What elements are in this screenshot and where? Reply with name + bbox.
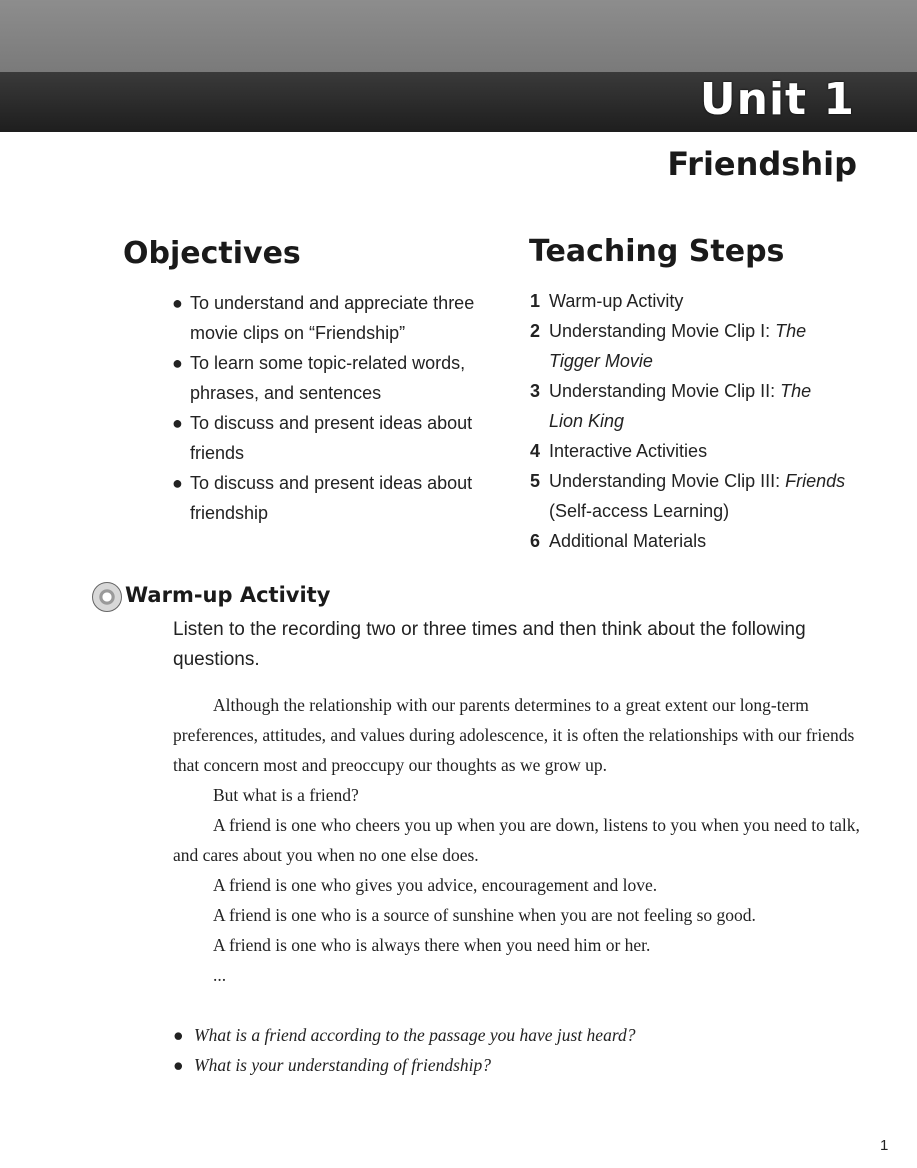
bullet-icon: ● bbox=[172, 413, 183, 433]
step-number: 1 bbox=[530, 291, 541, 311]
objective-text: To learn some topic-related words, phrases, and sentences bbox=[190, 353, 466, 403]
objective-item bbox=[172, 408, 512, 468]
question-item bbox=[173, 1050, 853, 1080]
step-item bbox=[530, 376, 850, 436]
teaching-steps-heading: Teaching Steps bbox=[529, 234, 785, 269]
listening-passage bbox=[173, 690, 868, 990]
objective-text: To understand and appreciate three movie clips on “Friendship” bbox=[190, 293, 475, 343]
teaching-steps-list bbox=[530, 286, 850, 556]
step-text: Warm-up Activity bbox=[549, 291, 684, 311]
question-text: What is a friend according to the passage you have just heard? bbox=[194, 1025, 636, 1045]
step-number: 2 bbox=[530, 321, 541, 341]
discussion-questions bbox=[173, 1020, 853, 1080]
passage-paragraph: A friend is one who is a source of sunshine when you are not feeling so good. bbox=[213, 905, 756, 925]
warmup-heading: Warm-up Activity bbox=[125, 583, 331, 607]
step-text: Understanding Movie Clip II: bbox=[549, 381, 781, 401]
page-number: 1 bbox=[880, 1137, 889, 1154]
objective-text: To discuss and present ideas about friends bbox=[190, 413, 473, 463]
objective-item bbox=[172, 288, 512, 348]
question-text: What is your understanding of friendship? bbox=[194, 1055, 492, 1075]
bullet-icon: ● bbox=[172, 473, 183, 493]
warmup-instruction: Listen to the recording two or three times and then think about the following questions. bbox=[173, 619, 806, 670]
passage-paragraph: A friend is one who is always there when you need him or her. bbox=[213, 935, 651, 955]
step-item bbox=[530, 526, 850, 556]
unit-title: Unit 1 bbox=[699, 74, 855, 125]
unit-subtitle: Friendship bbox=[667, 145, 857, 183]
step-item bbox=[530, 436, 850, 466]
bullet-icon: ● bbox=[173, 1055, 184, 1075]
objectives-list bbox=[172, 288, 512, 528]
top-band bbox=[0, 0, 917, 72]
objective-text: To discuss and present ideas about friendship bbox=[190, 473, 473, 523]
passage-paragraph: But what is a friend? bbox=[213, 785, 359, 805]
objectives-heading: Objectives bbox=[123, 236, 301, 271]
step-number: 3 bbox=[530, 381, 541, 401]
passage-paragraph: Although the relationship with our parents determines to a great extent our long-term preferences, attitudes, and values during adolescence, it is often the relationships with our friends that concern most and preoccupy our thoughts as we grow up. bbox=[173, 695, 855, 775]
step-item bbox=[530, 466, 850, 526]
objective-item bbox=[172, 348, 512, 408]
cd-icon bbox=[92, 582, 122, 612]
step-item bbox=[530, 286, 850, 316]
step-text: Additional Materials bbox=[549, 531, 707, 551]
objective-item bbox=[172, 468, 512, 528]
passage-paragraph: A friend is one who cheers you up when you are down, listens to you when you need to talk, and cares about you when no one else does. bbox=[173, 815, 860, 865]
passage-ellipsis: ... bbox=[213, 965, 227, 985]
step-item bbox=[530, 316, 850, 376]
step-text: Understanding Movie Clip III: bbox=[549, 471, 786, 491]
step-movie-title: The Tigger Movie bbox=[549, 321, 807, 371]
bullet-icon: ● bbox=[173, 1025, 184, 1045]
question-item bbox=[173, 1020, 853, 1050]
step-movie-title: The Lion King bbox=[549, 381, 812, 431]
step-number: 4 bbox=[530, 441, 541, 461]
step-number: 5 bbox=[530, 471, 541, 491]
step-text: Interactive Activities bbox=[549, 441, 708, 461]
bullet-icon: ● bbox=[172, 293, 183, 313]
bullet-icon: ● bbox=[172, 353, 183, 373]
step-movie-title: Friends bbox=[785, 471, 846, 491]
step-number: 6 bbox=[530, 531, 541, 551]
step-text-suffix: (Self-access Learning) bbox=[549, 501, 730, 521]
step-text: Understanding Movie Clip I: bbox=[549, 321, 776, 341]
passage-paragraph: A friend is one who gives you advice, encouragement and love. bbox=[213, 875, 658, 895]
